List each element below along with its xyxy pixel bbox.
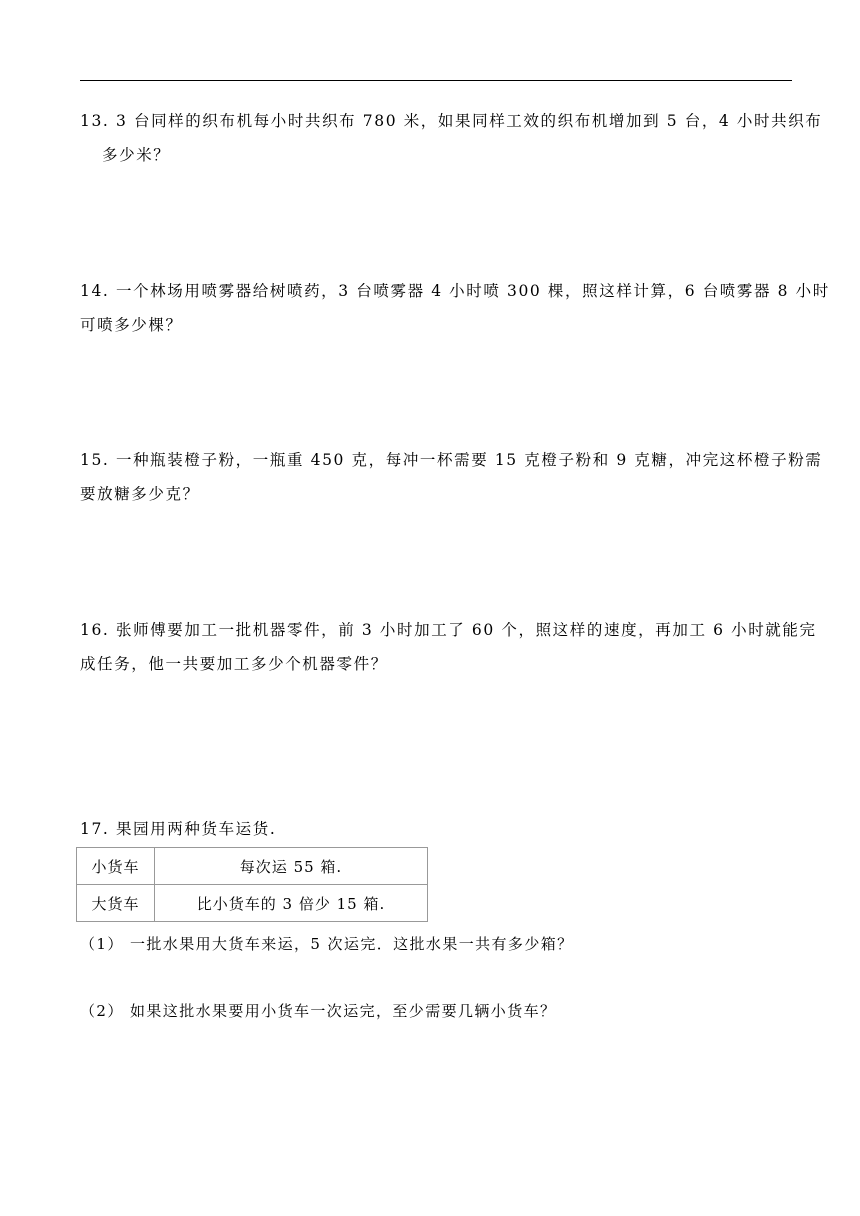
- question-16-line-2: 成任务，他一共要加工多少个机器零件？: [80, 655, 388, 673]
- sub-text: 一批水果用大货车来运，5 次运完．这批水果一共有多少箱？: [130, 935, 574, 953]
- table-row: [77, 848, 428, 885]
- question-17-sub-1: [80, 933, 574, 954]
- question-13-line-2: 多少米？: [102, 146, 171, 164]
- question-15-line-1: 15. 一种瓶装橙子粉，一瓶重 450 克，每冲一杯需要 15 克橙子粉和 9 克糖，冲完这杯橙子粉需: [80, 451, 823, 469]
- question-15-line-2: 要放糖多少克？: [80, 485, 200, 503]
- sub-text: 如果这批水果要用小货车一次运完，至少需要几辆小货车？: [130, 1002, 557, 1020]
- sub-number: （1）: [80, 935, 124, 953]
- truck-desc-large: 比小货车的 3 倍少 15 箱.: [155, 885, 428, 922]
- truck-name-small: 小货车: [77, 848, 155, 885]
- question-14-line-1: 14. 一个林场用喷雾器给树喷药，3 台喷雾器 4 小时喷 300 棵，照这样计算，6 台喷雾器 8 小时: [80, 282, 830, 300]
- question-13: [80, 104, 823, 172]
- truck-table: [76, 847, 428, 922]
- truck-name-large: 大货车: [77, 885, 155, 922]
- truck-desc-small: 每次运 55 箱.: [155, 848, 428, 885]
- question-14-line-2: 可喷多少棵？: [80, 316, 183, 334]
- question-13-line-1: 13. 3 台同样的织布机每小时共织布 780 米，如果同样工效的织布机增加到 5 台，4 小时共织布: [80, 112, 823, 130]
- header-divider: [80, 80, 792, 81]
- question-17: [80, 812, 792, 846]
- sub-number: （2）: [80, 1002, 124, 1020]
- question-14: [80, 274, 830, 342]
- question-16-line-1: 16. 张师傅要加工一批机器零件，前 3 小时加工了 60 个，照这样的速度，再加工 6 小时就能完: [80, 621, 817, 639]
- question-17-intro: 17. 果园用两种货车运货.: [80, 820, 277, 838]
- table-row: [77, 885, 428, 922]
- question-16: [80, 613, 817, 681]
- question-17-sub-2: [80, 1000, 556, 1021]
- question-15: [80, 443, 823, 511]
